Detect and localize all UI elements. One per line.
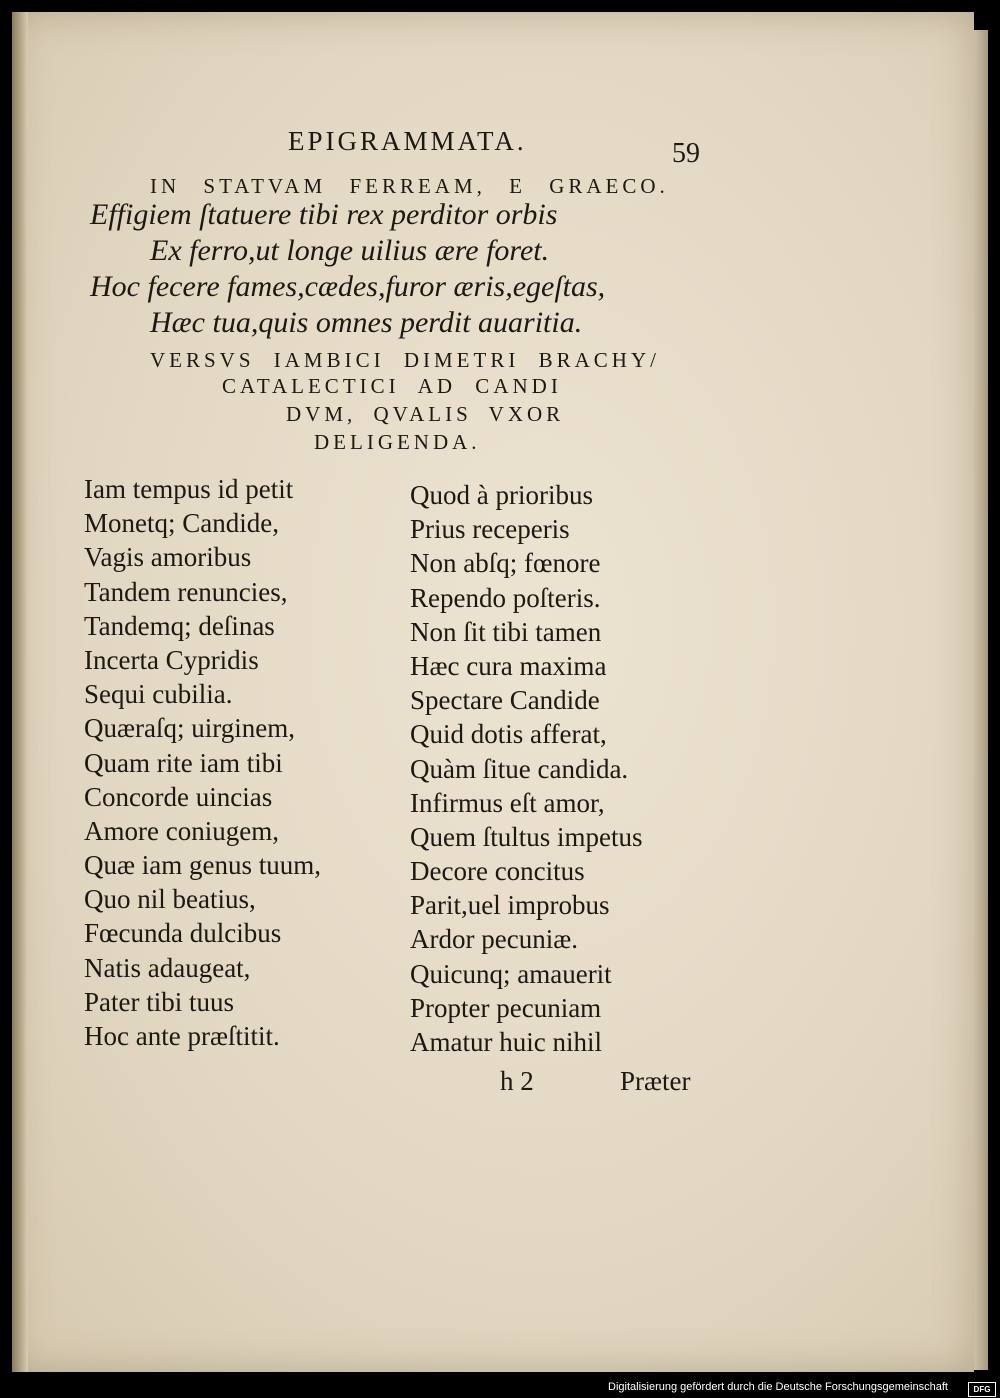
poem-line: Spectare Candide bbox=[410, 685, 600, 716]
poem-line: Concorde uincias bbox=[84, 781, 273, 812]
epigram-title: IN STATVAM FERREAM, E GRAECO. bbox=[150, 174, 669, 198]
poem-title-line-1: VERSVS IAMBICI DIMETRI BRACHY/ bbox=[150, 348, 660, 372]
poem-line: Natis adaugeat, bbox=[84, 952, 251, 983]
poem-line: Quam rite iam tibi bbox=[84, 747, 283, 778]
page-gutter-shadow bbox=[12, 12, 28, 1372]
poem-line: Ardor pecuniæ. bbox=[410, 924, 578, 955]
poem-line: Amore coniugem, bbox=[84, 815, 279, 846]
digitization-credit: Digitalisierung gefördert durch die Deutsche Forschungsgemeinschaft bbox=[608, 1381, 948, 1393]
epigram-line-2: Ex ferro,ut longe uilius ære foret. bbox=[150, 234, 550, 267]
poem-line: Fœcunda dulcibus bbox=[84, 918, 282, 949]
poem-right-column bbox=[410, 478, 643, 1059]
poem-line: Quæraſq; uirginem, bbox=[84, 713, 295, 744]
poem-line: Non abſq; fœnore bbox=[410, 548, 601, 579]
poem-line: Tandem renuncies, bbox=[84, 576, 288, 607]
poem-line: Quæ iam genus tuum, bbox=[84, 850, 321, 881]
poem-line: Monetq; Candide, bbox=[84, 508, 279, 539]
poem-line: Iam tempus id petit bbox=[84, 474, 294, 504]
epigram-line-3: Hoc fecere fames,cædes,furor æris,egeſtas, bbox=[90, 270, 606, 303]
poem-line: Non ſit tibi tamen bbox=[410, 616, 602, 647]
poem-line: Pater tibi tuus bbox=[84, 986, 234, 1017]
poem-line: Hoc ante præſtitit. bbox=[84, 1021, 280, 1051]
poem-line: Quicunq; amauerit bbox=[410, 958, 612, 989]
poem-line: Hæc cura maxima bbox=[410, 650, 607, 681]
poem-line: Decore concitus bbox=[410, 856, 585, 887]
poem-left-column bbox=[84, 472, 321, 1053]
poem-line: Tandemq; deſinas bbox=[84, 610, 275, 641]
poem-line: Parit,uel improbus bbox=[410, 890, 610, 921]
poem-line: Vagis amoribus bbox=[84, 542, 252, 573]
running-head: EPIGRAMMATA. bbox=[288, 126, 527, 156]
poem-line: Rependo poſteris. bbox=[410, 582, 601, 613]
page-number: 59 bbox=[672, 138, 700, 169]
poem-title-line-4: DELIGENDA. bbox=[314, 430, 481, 454]
epigram-line-4: Hæc tua,quis omnes perdit auaritia. bbox=[150, 306, 583, 339]
poem-title-line-2: CATALECTICI AD CANDI bbox=[222, 374, 562, 398]
poem-line: Quem ſtultus impetus bbox=[410, 821, 643, 852]
poem-line: Amatur huic nihil bbox=[410, 1027, 602, 1057]
poem-line: Prius receperis bbox=[410, 514, 570, 545]
digitization-banner bbox=[608, 1380, 1000, 1398]
poem-title-line-3: DVM, QVALIS VXOR bbox=[286, 402, 565, 426]
poem-line: Incerta Cypridis bbox=[84, 644, 259, 675]
epigram-line-1: Effigiem ſtatuere tibi rex perditor orbis bbox=[90, 198, 558, 231]
poem-line: Propter pecuniam bbox=[410, 992, 602, 1023]
catchword: Præter bbox=[620, 1066, 691, 1096]
poem-line: Quod à prioribus bbox=[410, 480, 593, 510]
poem-line: Quo nil beatius, bbox=[84, 884, 256, 915]
poem-line: Quàm ſitue candida. bbox=[410, 753, 629, 784]
poem-line: Quid dotis afferat, bbox=[410, 719, 607, 750]
poem-line: Sequi cubilia. bbox=[84, 679, 233, 710]
dfg-logo: DFG bbox=[968, 1382, 996, 1397]
signature-mark: h 2 bbox=[500, 1066, 534, 1096]
page-edge-right bbox=[974, 30, 988, 1370]
poem-line: Infirmus eſt amor, bbox=[410, 787, 605, 818]
